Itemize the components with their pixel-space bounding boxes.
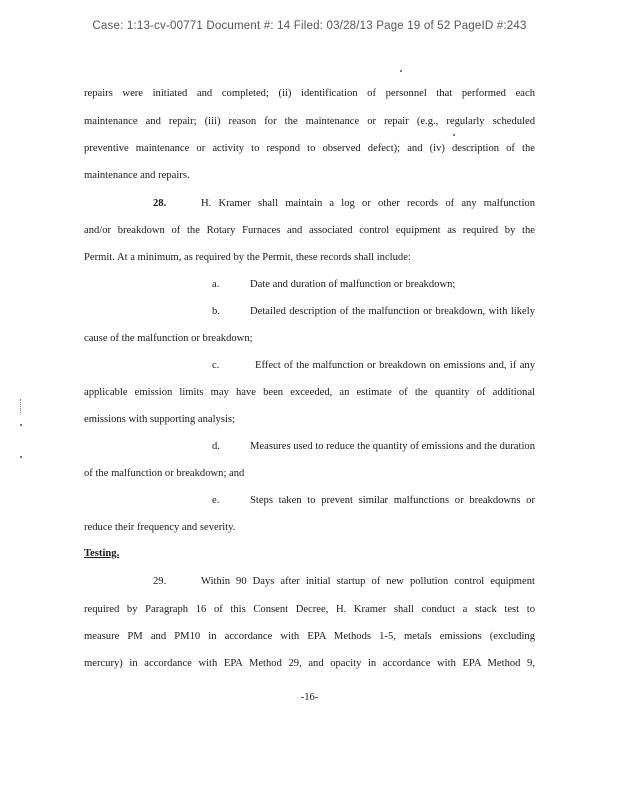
item-e-letter: e. <box>212 495 220 506</box>
item-b-line-2: cause of the malfunction or breakdown; <box>84 333 253 344</box>
scan-speck <box>400 70 402 72</box>
item-c-line-1: Effect of the malfunction or breakdown on emissions and, if any <box>255 360 535 371</box>
item-e-line-1: Steps taken to prevent similar malfunctions or breakdowns or <box>250 495 535 506</box>
item-c-line-3: emissions with supporting analysis; <box>84 414 235 425</box>
item-c-line-2: applicable emission limits may have been exceeded, an estimate of the quantity of additional <box>84 387 535 398</box>
paragraph-29-line-3: measure PM and PM10 in accordance with EPA Methods 1-5, metals emissions (excluding <box>84 631 535 642</box>
continuation-line-1: repairs were initiated and completed; (ii) identification of personnel that performed each <box>84 88 535 99</box>
paragraph-28-line-2: and/or breakdown of the Rotary Furnaces and associated control equipment as required by the <box>84 225 535 236</box>
paragraph-28-line-1: H. Kramer shall maintain a log or other records of any malfunction <box>201 198 535 209</box>
item-e-line-2: reduce their frequency and severity. <box>84 522 236 533</box>
item-a-text: Date and duration of malfunction or breakdown; <box>250 279 456 290</box>
paragraph-28-number: 28. <box>153 198 167 209</box>
paragraph-29-line-1: Within 90 Days after initial startup of new pollution control equipment <box>201 576 535 587</box>
continuation-line-4: maintenance and repairs. <box>84 170 190 181</box>
paragraph-28-line-3: Permit. At a minimum, as required by the Permit, these records shall include: <box>84 252 411 263</box>
scan-speck <box>20 456 22 458</box>
item-b-letter: b. <box>212 306 220 317</box>
case-header: Case: 1:13-cv-00771 Document #: 14 Filed: 03/28/13 Page 19 of 52 PageID #:243 <box>92 20 527 32</box>
paragraph-29-line-2: required by Paragraph 16 of this Consent Decree, H. Kramer shall conduct a stack test to <box>84 604 535 615</box>
item-a-letter: a. <box>212 279 220 290</box>
continuation-line-2: maintenance and repair; (iii) reason for the maintenance or repair (e.g., regularly scheduled <box>84 116 535 127</box>
scan-speck <box>453 134 455 136</box>
item-d-line-2: of the malfunction or breakdown; and <box>84 468 245 479</box>
testing-heading: Testing. <box>84 548 120 559</box>
item-c-letter: c. <box>212 360 220 371</box>
item-d-line-1: Measures used to reduce the quantity of emissions and the duration <box>250 441 535 452</box>
item-b-line-1: Detailed description of the malfunction or breakdown, with likely <box>250 306 535 317</box>
page-number: -16- <box>300 692 319 703</box>
scan-speck <box>20 424 22 426</box>
paragraph-29-number: 29. <box>153 576 167 587</box>
margin-scan-marks <box>20 399 22 413</box>
paragraph-29-line-4: mercury) in accordance with EPA Method 29, and opacity in accordance with EPA Method 9, <box>84 658 535 669</box>
continuation-line-3: preventive maintenance or activity to respond to observed defect); and (iv) description of the <box>84 143 535 154</box>
item-d-letter: d. <box>212 441 220 452</box>
